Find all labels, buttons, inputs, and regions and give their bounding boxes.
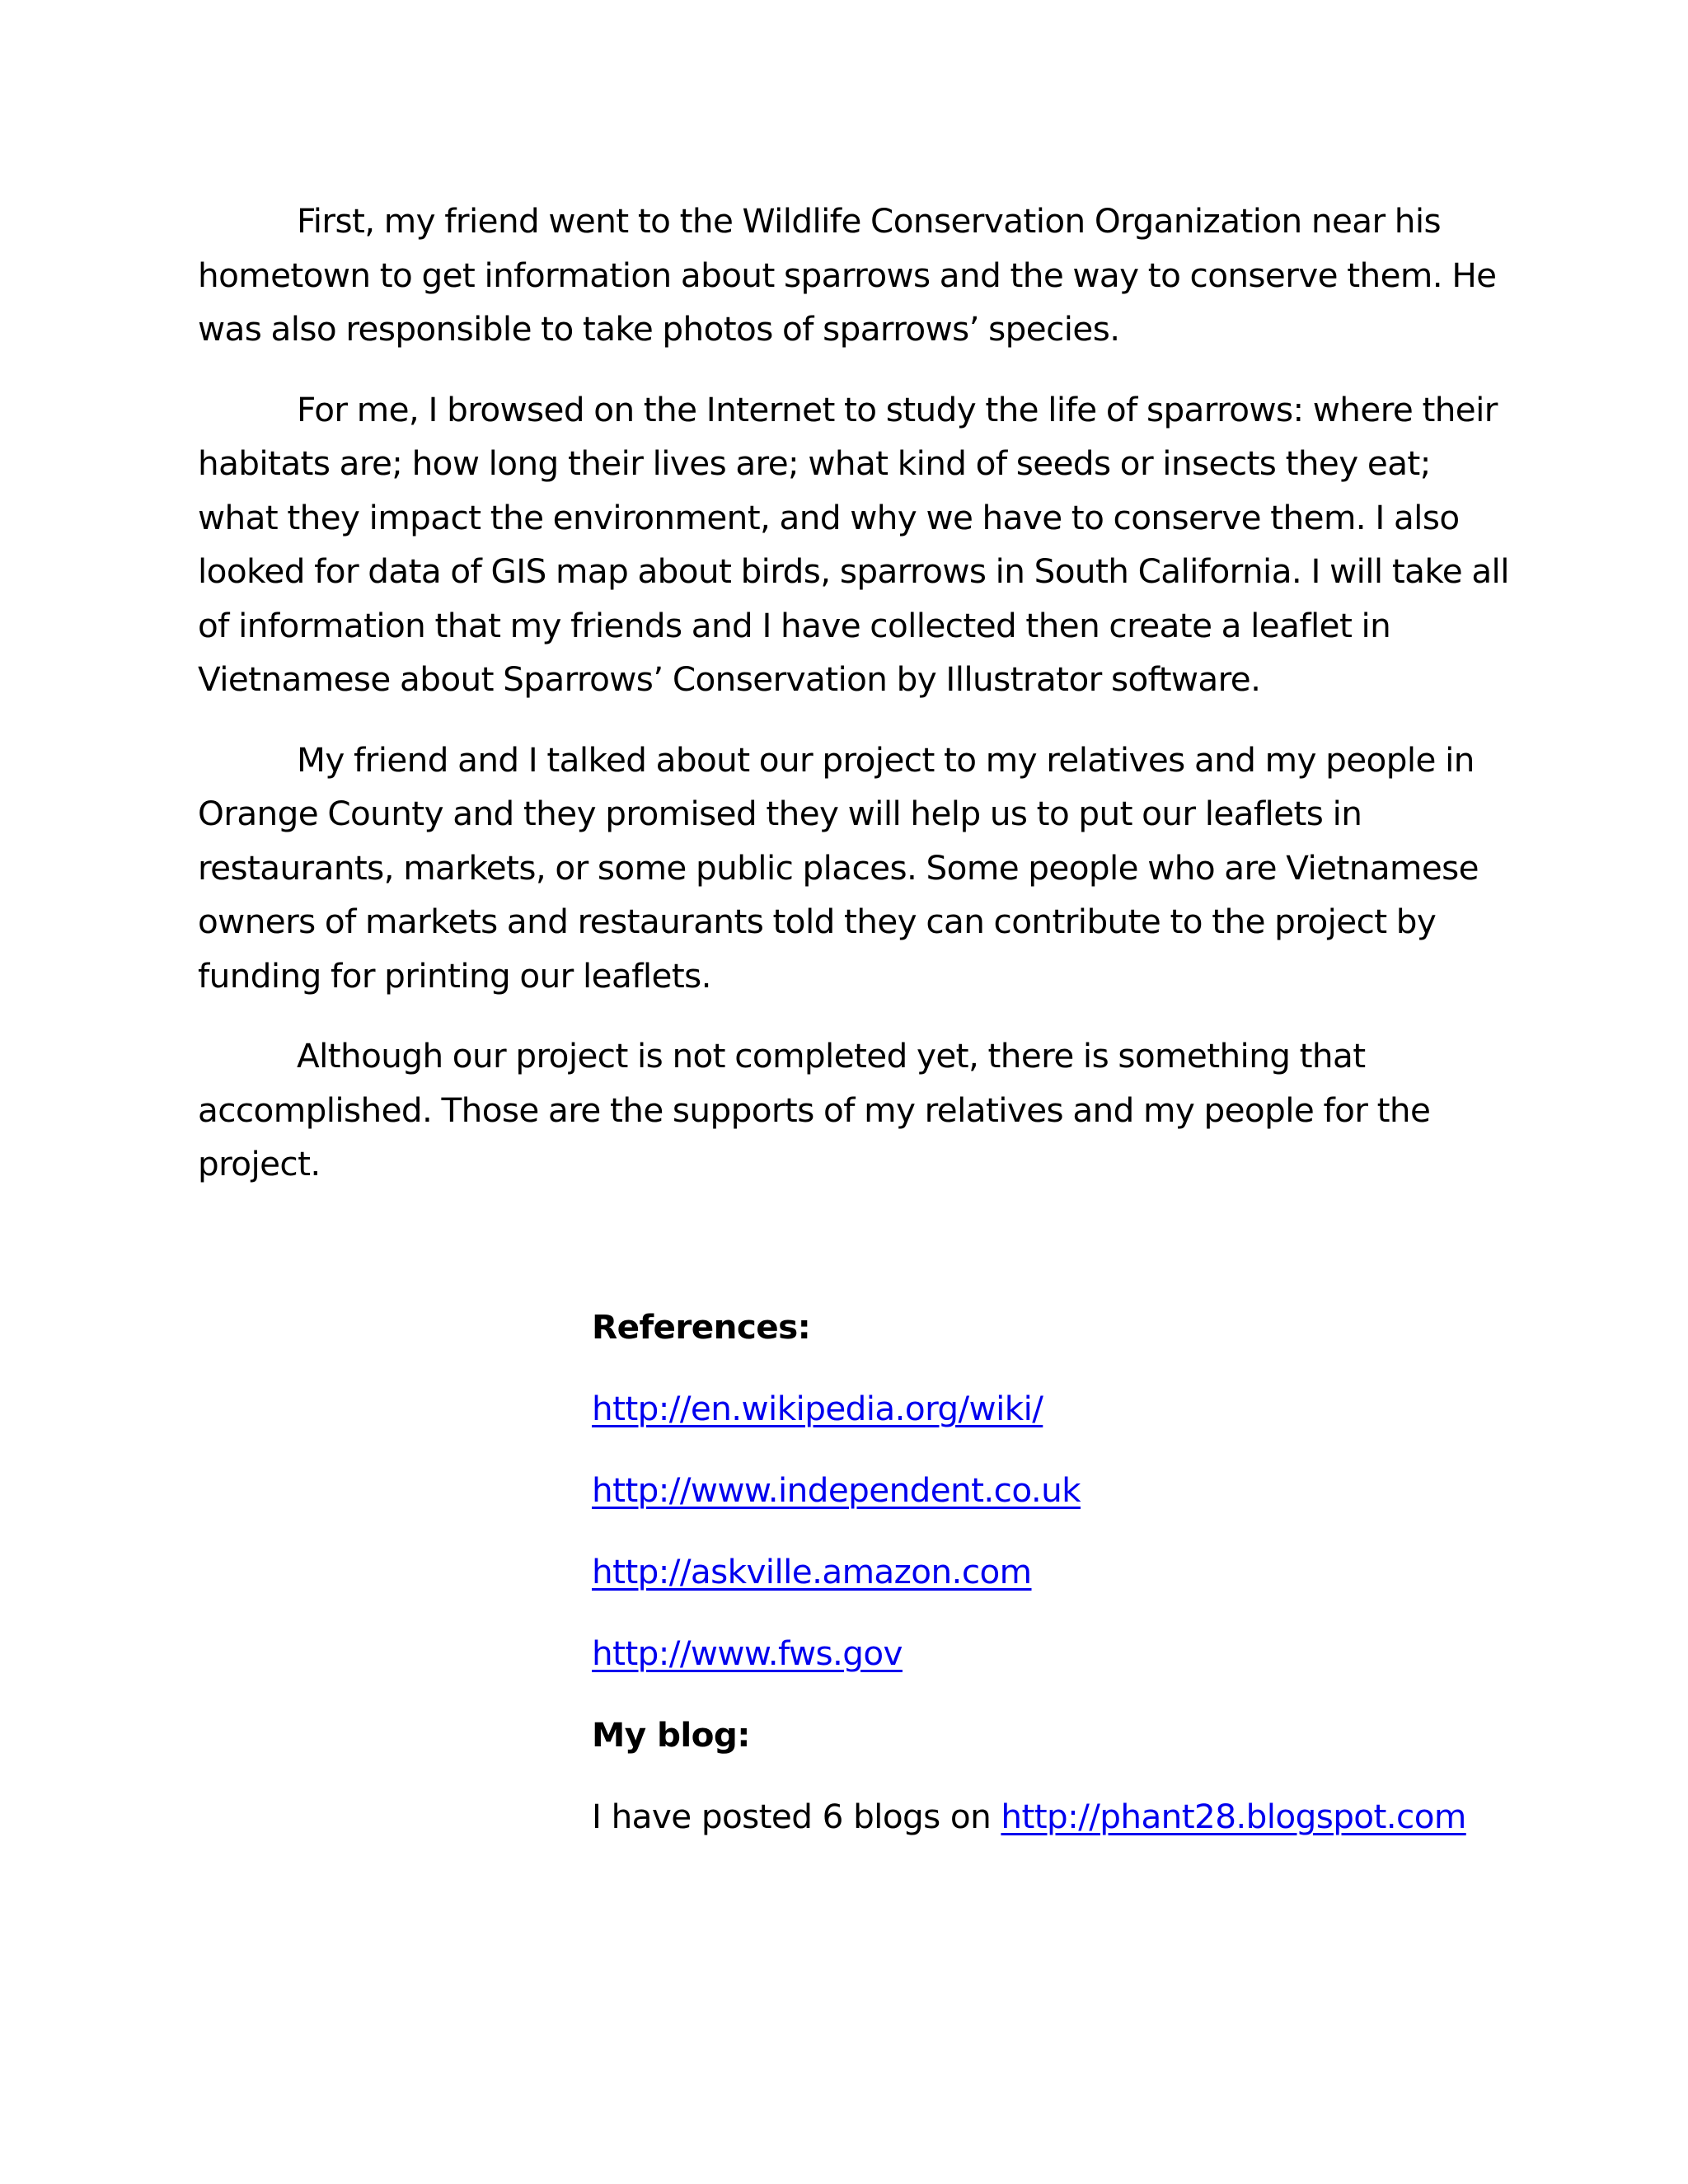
reference-link-wikipedia[interactable]: http://en.wikipedia.org/wiki/ bbox=[592, 1389, 1043, 1428]
blog-text: I have posted 6 blogs on bbox=[592, 1797, 1001, 1836]
blog-line bbox=[592, 1790, 1581, 1844]
blog-link[interactable]: http://phant28.blogspot.com bbox=[1001, 1797, 1466, 1836]
paragraph-friend-research: First, my friend went to the Wildlife Conservation Organization near his hometown to get information about sparrows and the way to conserve them. He was also responsible to take photos of sparrows’ species. bbox=[198, 201, 1497, 349]
reference-item bbox=[592, 1464, 1581, 1517]
paragraph-conclusion: Although our project is not completed yet, there is something that accomplished. Those are the supports of my relatives and my people for the project. bbox=[198, 1036, 1431, 1183]
reference-item bbox=[592, 1382, 1581, 1436]
reference-link-askville[interactable]: http://askville.amazon.com bbox=[592, 1552, 1032, 1591]
paragraph-internet-research: For me, I browsed on the Internet to study the life of sparrows: where their habitats are; how long their lives are; what kind of seeds or insects they eat; what they impact the environment, and why we have to conserve them. I also looked for data of GIS map about birds, sparrows in South California. I will take all of information that my friends and I have collected then create a leaflet in Vietnamese about Sparrows’ Conservation by Illustrator software. bbox=[198, 389, 1509, 699]
references-heading: References: bbox=[592, 1307, 811, 1347]
references-section bbox=[592, 1301, 1581, 1872]
body-text bbox=[198, 194, 1517, 1218]
blog-heading: My blog: bbox=[592, 1715, 750, 1755]
reference-link-fws[interactable]: http://www.fws.gov bbox=[592, 1633, 903, 1673]
paragraph-community-support: My friend and I talked about our project to my relatives and my people in Orange County and they promised they will help us to put our leaflets in restaurants, markets, or some public places. Some people who are Vietnamese owners of markets and restaurants told they can contribute to the project by funding for printing our leaflets. bbox=[198, 739, 1479, 996]
reference-link-independent[interactable]: http://www.independent.co.uk bbox=[592, 1470, 1081, 1510]
reference-item bbox=[592, 1627, 1581, 1680]
reference-item bbox=[592, 1545, 1581, 1599]
